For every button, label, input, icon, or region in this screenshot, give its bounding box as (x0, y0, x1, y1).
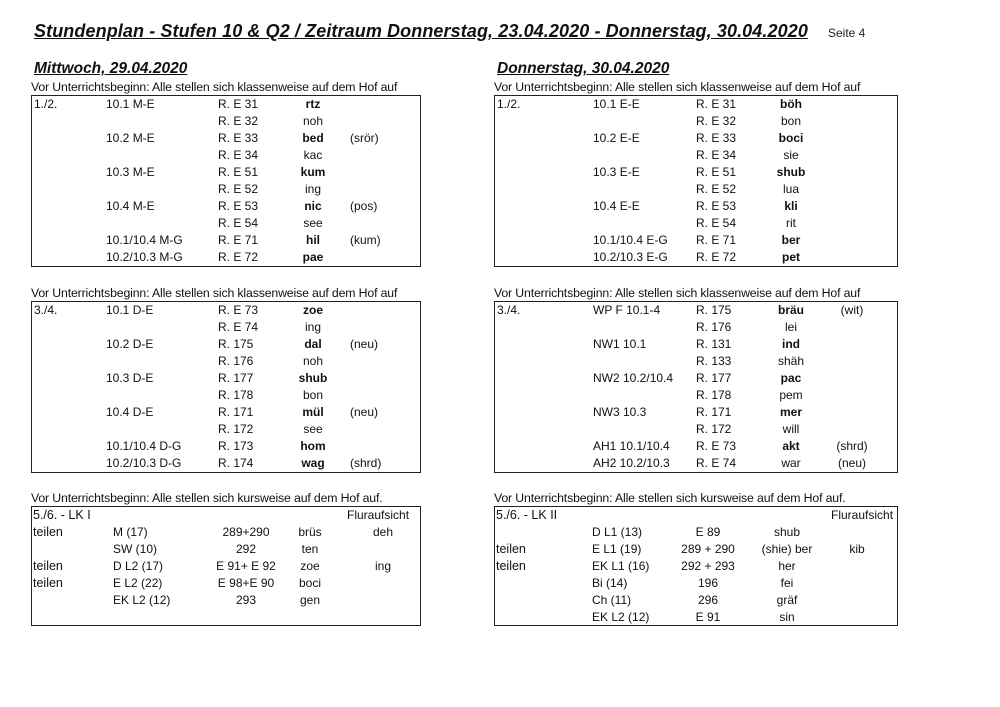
table-row (495, 455, 897, 472)
room-cell: R. 173 (218, 439, 254, 453)
room-cell: 289+290 (222, 525, 270, 539)
teacher-cell: ten (301, 542, 319, 556)
table-row (495, 215, 897, 232)
table-row (32, 421, 420, 438)
teacher-cell: pet (782, 250, 800, 264)
course-cell: NW3 10.3 (593, 405, 647, 419)
room-cell: R. E 71 (696, 233, 737, 247)
block3-table (494, 506, 898, 626)
teacher-cell: ing (304, 320, 322, 334)
split-cell: teilen (33, 525, 63, 539)
course-cell: D L1 (13) (592, 525, 643, 539)
teacher-cell: akt (782, 439, 800, 453)
teacher-cell: hom (300, 439, 326, 453)
teacher-cell: boci (778, 131, 804, 145)
table-header-row (32, 507, 420, 524)
course-cell: M (17) (113, 525, 148, 539)
teacher-cell: sin (779, 610, 795, 624)
teacher-cell: see (303, 422, 323, 436)
table-row (495, 181, 897, 198)
teacher-cell: gräf (776, 593, 798, 607)
block1-note: Vor Unterrichtsbeginn: Alle stellen sich klassenweise auf dem Hof auf (31, 80, 398, 94)
room-cell: 296 (697, 593, 719, 607)
table-row (495, 524, 897, 541)
room-cell: R. E 32 (696, 114, 737, 128)
teacher-cell: gen (299, 593, 321, 607)
room-cell: R. E 33 (218, 131, 259, 145)
room-cell: R. 175 (218, 337, 254, 351)
period-cell: 1./2. (497, 97, 521, 111)
course-cell: WP F 10.1-4 (593, 303, 661, 317)
course-cell: EK L1 (16) (592, 559, 650, 573)
room-cell: R. E 73 (696, 439, 737, 453)
room-cell: R. 133 (696, 354, 732, 368)
course-cell: 10.4 M-E (106, 199, 155, 213)
room-cell: R. 175 (696, 303, 732, 317)
teacher-cell: pem (779, 388, 803, 402)
course-cell: E L1 (19) (592, 542, 642, 556)
substitute-cell: (kum) (350, 233, 381, 247)
teacher-cell: kum (300, 165, 326, 179)
teacher-cell: bräu (777, 303, 805, 317)
table-row (495, 370, 897, 387)
room-cell: E 91 (695, 610, 721, 624)
table-row (32, 130, 420, 147)
room-cell: R. E 31 (696, 97, 737, 111)
day-title: Donnerstag, 30.04.2020 (497, 60, 670, 77)
room-cell: R. 131 (696, 337, 732, 351)
course-cell: NW1 10.1 (593, 337, 647, 351)
teacher-cell: hil (306, 233, 320, 247)
course-cell: 10.3 E-E (593, 165, 640, 179)
room-cell: R. 177 (696, 371, 732, 385)
table-row (495, 198, 897, 215)
teacher-cell: bon (780, 114, 802, 128)
block2-table (31, 301, 421, 473)
room-cell: R. 171 (696, 405, 732, 419)
teacher-cell: (shie) ber (761, 542, 813, 556)
block3-table (31, 506, 421, 626)
table-row (32, 387, 420, 404)
day-title: Mittwoch, 29.04.2020 (34, 60, 188, 77)
room-cell: 292 (235, 542, 257, 556)
room-cell: R. E 73 (218, 303, 259, 317)
teacher-cell: zoe (300, 559, 320, 573)
table-row (32, 336, 420, 353)
course-cell: EK L2 (12) (113, 593, 171, 607)
table-row (32, 592, 420, 609)
table-row (495, 147, 897, 164)
teacher-cell: noh (302, 114, 324, 128)
substitute-cell: (shrd) (350, 456, 382, 470)
course-cell: Bi (14) (592, 576, 628, 590)
room-cell: R. E 51 (696, 165, 737, 179)
table-row (32, 232, 420, 249)
room-cell: R. 171 (218, 405, 254, 419)
teacher-cell: war (781, 456, 801, 470)
teacher-cell: rtz (305, 97, 321, 111)
course-cell: 10.3 D-E (106, 371, 154, 385)
teacher-cell: nic (304, 199, 322, 213)
teacher-cell: ing (304, 182, 322, 196)
table-row (32, 541, 420, 558)
table-row (495, 609, 897, 626)
page-title: Stundenplan - Stufen 10 & Q2 / Zeitraum Donnerstag, 23.04.2020 - Donnerstag, 30.04.2020 (34, 21, 808, 41)
teacher-cell: shäh (777, 354, 805, 368)
split-cell: teilen (33, 559, 63, 573)
table-row (495, 387, 897, 404)
course-cell: 10.4 E-E (593, 199, 640, 213)
table-row (495, 302, 897, 319)
teacher-cell: rit (786, 216, 796, 230)
course-cell: SW (10) (113, 542, 158, 556)
table-row (495, 319, 897, 336)
table-row (32, 181, 420, 198)
period-cell: 3./4. (497, 303, 521, 317)
table-row (32, 113, 420, 130)
teacher-cell: see (303, 216, 323, 230)
split-cell: teilen (496, 559, 526, 573)
room-cell: R. E 34 (696, 148, 737, 162)
course-cell: E L2 (22) (113, 576, 163, 590)
table-row (495, 249, 897, 266)
course-cell: 10.2/10.3 M-G (106, 250, 183, 264)
room-cell: R. 174 (218, 456, 254, 470)
teacher-cell: dal (304, 337, 322, 351)
period-cell: 5./6. - LK II (496, 508, 558, 522)
course-cell: 10.1 E-E (593, 97, 640, 111)
page-number: Seite 4 (828, 26, 866, 40)
teacher-cell: bed (302, 131, 324, 145)
room-cell: R. E 31 (218, 97, 259, 111)
room-cell: R. E 53 (696, 199, 737, 213)
teacher-cell: shub (773, 525, 801, 539)
block2-table (494, 301, 898, 473)
table-row (32, 302, 420, 319)
teacher-cell: pae (302, 250, 324, 264)
block3-note: Vor Unterrichtsbeginn: Alle stellen sich kursweise auf dem Hof auf. (494, 491, 846, 505)
supervision-header: Fluraufsicht (831, 508, 894, 522)
room-cell: R. E 74 (218, 320, 259, 334)
teacher-cell: pac (780, 371, 802, 385)
period-cell: 5./6. - LK I (33, 508, 91, 522)
teacher-cell: kli (784, 199, 798, 213)
teacher-cell: shub (776, 165, 806, 179)
table-row (495, 575, 897, 592)
room-cell: E 98+E 90 (217, 576, 275, 590)
teacher-cell: fei (780, 576, 794, 590)
room-cell: 292 + 293 (681, 559, 735, 573)
teacher-cell: kac (303, 148, 323, 162)
course-cell: 10.2/10.3 D-G (106, 456, 182, 470)
supervision-header: Fluraufsicht (347, 508, 410, 522)
room-cell: R. 178 (218, 388, 254, 402)
room-cell: R. E 71 (218, 233, 259, 247)
teacher-cell: will (782, 422, 800, 436)
table-row (495, 336, 897, 353)
table-row (32, 558, 420, 575)
block2-note: Vor Unterrichtsbeginn: Alle stellen sich klassenweise auf dem Hof auf (31, 286, 398, 300)
table-row (495, 558, 897, 575)
table-row (32, 198, 420, 215)
room-cell: E 91+ E 92 (216, 559, 276, 573)
room-cell: R. 176 (218, 354, 254, 368)
course-cell: AH2 10.2/10.3 (593, 456, 670, 470)
substitute-cell: (neu) (350, 337, 379, 351)
course-cell: 10.1 M-E (106, 97, 155, 111)
room-cell: R. 178 (696, 388, 732, 402)
split-cell: teilen (496, 542, 526, 556)
table-row (32, 455, 420, 472)
course-cell: D L2 (17) (113, 559, 164, 573)
course-cell: 10.1/10.4 E-G (593, 233, 668, 247)
course-cell: 10.3 M-E (106, 165, 155, 179)
teacher-cell: sie (783, 148, 799, 162)
table-row (495, 164, 897, 181)
split-cell: teilen (33, 576, 63, 590)
course-cell: EK L2 (12) (592, 610, 650, 624)
teacher-cell: her (778, 559, 796, 573)
course-cell: NW2 10.2/10.4 (593, 371, 674, 385)
substitute-cell: (neu) (350, 405, 379, 419)
substitute-cell: (wit) (840, 303, 864, 317)
room-cell: R. E 51 (218, 165, 259, 179)
block3-note: Vor Unterrichtsbeginn: Alle stellen sich kursweise auf dem Hof auf. (31, 491, 383, 505)
supervision-cell: deh (372, 525, 394, 539)
table-row (32, 319, 420, 336)
room-cell: R. E 52 (218, 182, 259, 196)
room-cell: R. 176 (696, 320, 732, 334)
teacher-cell: noh (302, 354, 324, 368)
table-row (32, 215, 420, 232)
block1-table (31, 95, 421, 267)
course-cell: 10.2 D-E (106, 337, 154, 351)
table-row (495, 353, 897, 370)
table-row (32, 164, 420, 181)
table-row (495, 438, 897, 455)
table-row (32, 147, 420, 164)
teacher-cell: brüs (298, 525, 322, 539)
course-cell: AH1 10.1/10.4 (593, 439, 670, 453)
room-cell: 196 (697, 576, 719, 590)
table-row (32, 96, 420, 113)
table-row (495, 130, 897, 147)
teacher-cell: shub (298, 371, 328, 385)
supervision-cell: kib (849, 542, 865, 556)
table-row (32, 249, 420, 266)
room-cell: R. E 34 (218, 148, 259, 162)
table-row (495, 96, 897, 113)
room-cell: R. E 72 (218, 250, 259, 264)
room-cell: R. E 54 (218, 216, 259, 230)
course-cell: 10.1/10.4 D-G (106, 439, 182, 453)
table-row (495, 232, 897, 249)
room-cell: 293 (235, 593, 257, 607)
room-cell: R. E 53 (218, 199, 259, 213)
substitute-cell: (srör) (350, 131, 379, 145)
table-header-row (495, 507, 897, 524)
teacher-cell: zoe (302, 303, 324, 317)
course-cell: 10.4 D-E (106, 405, 154, 419)
room-cell: R. E 54 (696, 216, 737, 230)
teacher-cell: ber (781, 233, 801, 247)
teacher-cell: bon (302, 388, 324, 402)
room-cell: R. E 33 (696, 131, 737, 145)
table-row (32, 524, 420, 541)
teacher-cell: mül (302, 405, 324, 419)
room-cell: R. E 74 (696, 456, 737, 470)
teacher-cell: wag (301, 456, 325, 470)
room-cell: R. 172 (218, 422, 254, 436)
block1-table (494, 95, 898, 267)
teacher-cell: ind (782, 337, 800, 351)
teacher-cell: lei (784, 320, 798, 334)
room-cell: R. E 52 (696, 182, 737, 196)
room-cell: R. 177 (218, 371, 254, 385)
block2-note: Vor Unterrichtsbeginn: Alle stellen sich klassenweise auf dem Hof auf (494, 286, 861, 300)
period-cell: 3./4. (34, 303, 58, 317)
table-row (495, 404, 897, 421)
room-cell: E 89 (695, 525, 721, 539)
table-row (32, 438, 420, 455)
course-cell: 10.1 D-E (106, 303, 154, 317)
room-cell: R. E 32 (218, 114, 259, 128)
course-cell: 10.2 M-E (106, 131, 155, 145)
teacher-cell: mer (779, 405, 803, 419)
teacher-cell: lua (782, 182, 800, 196)
substitute-cell: (shrd) (836, 439, 868, 453)
room-cell: 289 + 290 (681, 542, 735, 556)
course-cell: 10.1/10.4 M-G (106, 233, 183, 247)
room-cell: R. 172 (696, 422, 732, 436)
period-cell: 1./2. (34, 97, 58, 111)
table-row (32, 575, 420, 592)
table-row (32, 404, 420, 421)
room-cell: R. E 72 (696, 250, 737, 264)
table-row (495, 592, 897, 609)
supervision-cell: ing (374, 559, 392, 573)
substitute-cell: (pos) (350, 199, 378, 213)
teacher-cell: böh (780, 97, 802, 111)
table-row (32, 353, 420, 370)
substitute-cell: (neu) (837, 456, 867, 470)
table-row (495, 113, 897, 130)
course-cell: 10.2/10.3 E-G (593, 250, 668, 264)
course-cell: 10.2 E-E (593, 131, 640, 145)
table-row (495, 421, 897, 438)
block1-note: Vor Unterrichtsbeginn: Alle stellen sich klassenweise auf dem Hof auf (494, 80, 861, 94)
course-cell: Ch (11) (592, 593, 632, 607)
table-row (32, 370, 420, 387)
table-row (495, 541, 897, 558)
teacher-cell: boci (298, 576, 322, 590)
